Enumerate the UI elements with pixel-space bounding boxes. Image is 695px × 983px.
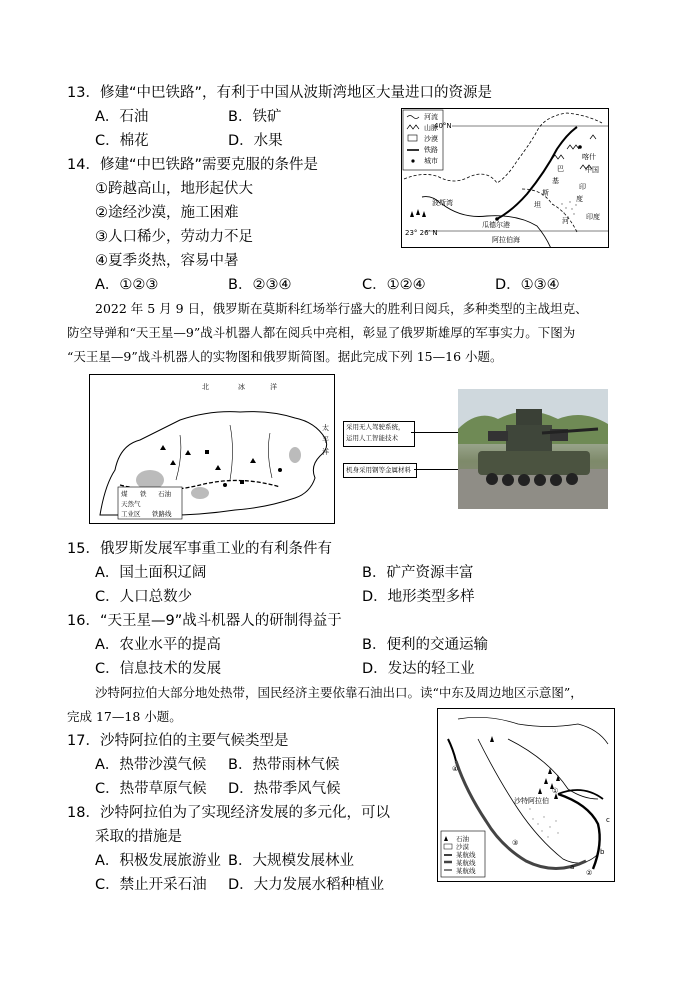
q14-statement-2: ②途经沙漠，施工困难 (95, 205, 239, 221)
q13-option-a: A．石油 (95, 109, 149, 125)
marker-2: ② (586, 869, 593, 877)
pakistan-char-1: 巴 (557, 165, 564, 173)
q16-option-a: A．农业水平的提高 (95, 637, 221, 653)
passage2-line1: 沙特阿拉伯大部分地处热带，国民经济主要依靠石油出口。读“中东及周边地区示意图”， (95, 685, 583, 700)
robot-tank-drawing (458, 389, 608, 509)
passage1-line1: 2022 年 5 月 9 日，俄罗斯在莫斯科红场举行盛大的胜利日阅兵，多种类型的主战坦克、 (95, 301, 588, 316)
q14-statement-3: ③人口稀少，劳动力不足 (95, 229, 253, 245)
q17-option-d: D．热带季风气候 (228, 781, 341, 797)
q14-option-c: C．①②④ (362, 277, 426, 293)
arctic-char-1: 北 (202, 383, 209, 391)
rivers (176, 425, 272, 480)
callout-metal: 机身采用钢等金属材料 (343, 463, 417, 478)
q18-stem-line2: 采取的措施是 (95, 829, 182, 845)
callout-ai-line1: 采用无人驾驶系统， (346, 423, 405, 431)
callout-ai (343, 421, 415, 447)
saudi-label: 沙特阿拉伯 (514, 797, 549, 805)
marker-1: ① (552, 787, 559, 795)
q13-stem: 13．修建“中巴铁路”，有利于中国从波斯湾地区大量进口的资源是 (67, 85, 492, 101)
pakistan-char-4: 坦 (534, 201, 541, 209)
legend-coal: 煤 (121, 490, 128, 498)
q14-option-a: A．①②③ (95, 277, 159, 293)
q15-option-b: B．矿产资源丰富 (362, 565, 474, 581)
legend-desert: 沙漠 (456, 843, 469, 851)
route-a-label: a (570, 863, 575, 871)
q14-option-b: B．②③④ (228, 277, 292, 293)
pacific-char-1: 太 (322, 424, 329, 432)
marker-4: ④ (452, 765, 459, 773)
tropic-label: 23° 26′ N (405, 229, 438, 237)
legend-river: 河流 (424, 113, 438, 121)
q13-option-c: C．棉花 (95, 133, 149, 149)
arabian-sea-label: 阿拉伯海 (492, 236, 520, 244)
legend-city: 城市 (424, 157, 438, 165)
lat-40-label: 40°N (434, 122, 452, 130)
legend-railway: 铁路 (424, 146, 438, 154)
middle-east-map (437, 708, 615, 882)
q16-option-c: C．信息技术的发展 (95, 661, 222, 677)
kashgar-label: 喀什 (582, 153, 596, 161)
legend-oil: 石油 (158, 490, 171, 498)
pacific-char-3: 洋 (322, 448, 329, 456)
q15-stem: 15．俄罗斯发展军事重工业的有利条件有 (67, 541, 332, 557)
q16-option-b: B．便利的交通运输 (362, 637, 488, 653)
q17-stem: 17．沙特阿拉伯的主要气候类型是 (67, 733, 289, 749)
q18-option-b: B．大规模发展林业 (228, 853, 354, 869)
q18-option-c: C．禁止开采石油 (95, 877, 207, 893)
mountain-marks (552, 135, 596, 169)
q17-option-a: A．热带沙漠气候 (95, 757, 207, 773)
arctic-char-3: 洋 (270, 383, 277, 391)
legend-route1: 某航线 (456, 851, 476, 859)
north-coast (458, 717, 608, 744)
q15-option-d: D．地形类型多样 (362, 589, 475, 605)
legend-oil: 石油 (456, 835, 469, 843)
pacific-char-2: 平 (322, 436, 329, 444)
q13-option-d: D．水果 (228, 133, 283, 149)
desert-dots (561, 201, 576, 217)
middle-east-map-drawing (438, 709, 614, 881)
pakistan-char-3: 斯 (542, 189, 549, 197)
indus-char-2: 度 (576, 195, 583, 203)
russia-map (89, 374, 335, 524)
q17-option-c: C．热带草原气候 (95, 781, 207, 797)
q18-option-a: A．积极发展旅游业 (95, 853, 221, 869)
indus-char-3: 河 (562, 217, 569, 225)
passage1-line3: “天王星—9”战斗机器人的实物图和俄罗斯简图。据此完成下列 15—16 小题。 (67, 349, 503, 364)
robot-photo (458, 389, 608, 509)
q14-stem: 14．修建“中巴铁路”需要克服的条件是 (67, 157, 318, 173)
oil-icons (410, 209, 426, 217)
q16-option-d: D．发达的轻工业 (362, 661, 475, 677)
q16-stem: 16．“天王星—9”战斗机器人的研制得益于 (67, 613, 342, 629)
q14-option-d: D．①③④ (495, 277, 560, 293)
pakistan-char-2: 基 (552, 177, 559, 185)
china-pakistan-railway-map (401, 108, 609, 248)
industrial-zone-2 (191, 487, 209, 499)
q17-option-b: B．热带雨林气候 (228, 757, 340, 773)
q14-statement-1: ①跨越高山，地形起伏大 (95, 181, 253, 197)
legend-industry: 工业区 (121, 510, 141, 518)
callout-ai-line2: 运用人工智能技术 (346, 434, 398, 442)
marker-3: ③ (512, 839, 519, 847)
q14-statement-4: ④夏季炎热，容易中暑 (95, 253, 239, 269)
route-4-leg (448, 739, 456, 761)
q13-option-b: B．铁矿 (228, 109, 282, 125)
passage1-line2: 防空导弹和“天王星—9”战斗机器人都在阅兵中亮相，彰显了俄罗斯雄厚的军事实力。下图为 (67, 325, 576, 340)
legend-desert: 沙漠 (424, 135, 438, 143)
city-legend-icon (411, 159, 414, 162)
q18-stem-line1: 18．沙特阿拉伯为了实现经济发展的多元化，可以 (67, 805, 390, 821)
kashgar-city (578, 145, 582, 149)
route-c-label: c (606, 816, 610, 824)
passage2-line2: 完成 17—18 小题。 (67, 709, 182, 724)
legend-route2: 某航线 (456, 859, 476, 867)
india-label: 印度 (586, 213, 600, 221)
border-india (522, 189, 577, 232)
china-label: 中国 (585, 166, 599, 174)
gulf-label: 波斯湾 (432, 199, 453, 207)
q18-option-d: D．大力发展水稻种植业 (228, 877, 385, 893)
indus-char-1: 印 (579, 183, 586, 191)
legend-gas: 天然气 (121, 500, 141, 508)
gwadar-label: 瓜德尔港 (482, 221, 510, 229)
q15-option-a: A．国土面积辽阔 (95, 565, 207, 581)
russia-map-drawing (90, 375, 334, 523)
industrial-zone-3 (289, 447, 301, 463)
legend-route3: 某航线 (456, 867, 476, 875)
railway-map-drawing (402, 109, 608, 247)
q15-option-c: C．人口总数少 (95, 589, 193, 605)
legend-iron: 铁 (140, 490, 147, 498)
legend-railway: 铁路线 (152, 510, 172, 518)
desert-dots (529, 808, 558, 837)
arctic-char-2: 冰 (238, 383, 245, 391)
route-b-label: b (600, 848, 605, 856)
legend-mountain: 山脉 (424, 124, 438, 132)
